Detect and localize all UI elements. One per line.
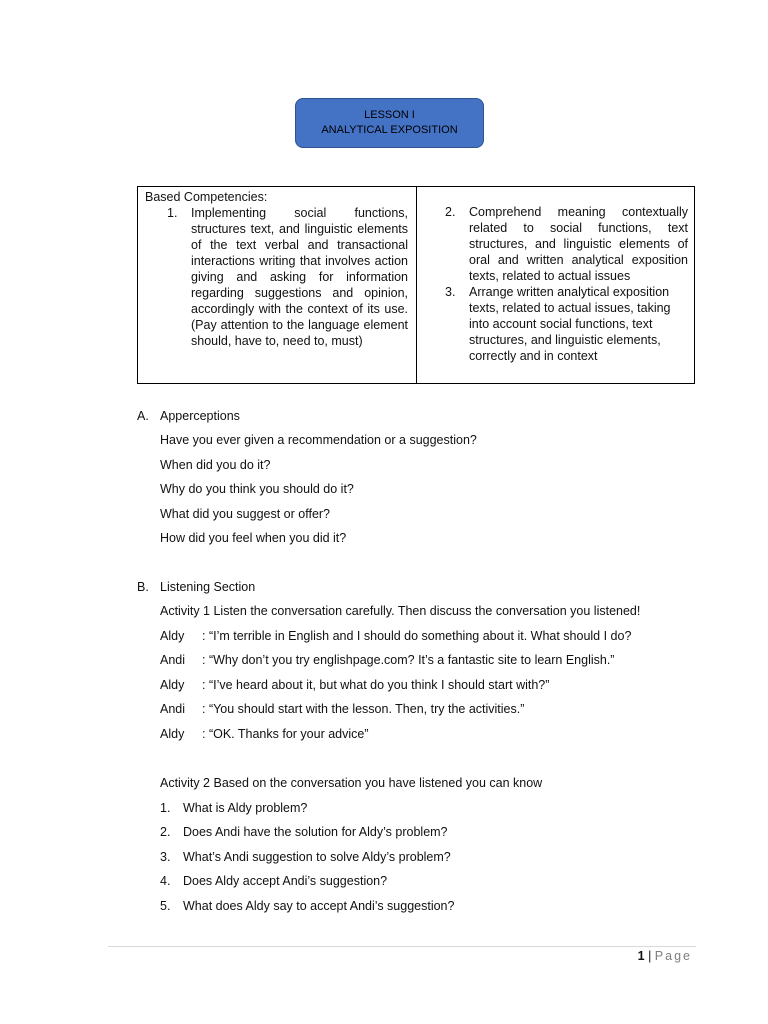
dialog-text: : “I’ve heard about it, but what do you think I should start with?” <box>202 677 550 692</box>
list-item <box>160 820 707 845</box>
section-listening <box>137 575 707 747</box>
page-footer <box>638 947 692 965</box>
lesson-number: LESSON I <box>364 109 415 121</box>
dialog-line <box>160 722 707 747</box>
footer-divider <box>108 946 696 947</box>
apperception-question: How did you feel when you did it? <box>160 531 347 546</box>
list-text: Does Aldy accept Andi’s suggestion? <box>183 874 388 889</box>
competencies-heading: Based Competencies: <box>145 190 268 204</box>
section-letter: A. <box>137 409 149 423</box>
activity-1-instruction: Activity 1 Listen the conversation carefully. Then discuss the conversation you listened! <box>160 604 641 618</box>
list-item <box>160 869 707 894</box>
list-number: 1. <box>160 800 171 815</box>
dialog-text: : “I’m terrible in English and I should do something about it. What should I do? <box>202 628 632 643</box>
competency-item <box>445 204 688 284</box>
competency-number: 3. <box>445 285 456 299</box>
section-letter: B. <box>137 580 149 594</box>
dialog-speaker: Aldy <box>160 726 185 741</box>
dialog-text: : “OK. Thanks for your advice” <box>202 726 369 741</box>
section-heading <box>137 575 707 599</box>
list-text: What’s Andi suggestion to solve Aldy’s problem? <box>183 849 451 864</box>
dialog-speaker: Aldy <box>160 677 185 692</box>
dialog-text: : “Why don’t you try englishpage.com? It’s a fantastic site to learn English.” <box>202 653 615 668</box>
activity-2 <box>137 771 707 919</box>
list-text: What does Aldy say to accept Andi’s suggestion? <box>183 898 455 913</box>
competency-text: Arrange written analytical exposition texts, related to actual issues, taking into account social functions, text structures, and linguistic elements, correctly and in context <box>469 285 671 363</box>
list-item <box>160 845 707 870</box>
list-item <box>160 796 707 821</box>
dialog-speaker: Andi <box>160 702 186 717</box>
competency-item <box>145 205 408 349</box>
list-number: 4. <box>160 874 171 889</box>
competencies-right-cell <box>417 187 694 383</box>
section-title: Listening Section <box>160 580 256 594</box>
section-heading <box>137 404 707 428</box>
lesson-topic: ANALYTICAL EXPOSITION <box>321 124 458 136</box>
competencies-left-cell <box>138 187 417 383</box>
dialog-line <box>160 673 707 698</box>
list-number: 3. <box>160 849 171 864</box>
section-title: Apperceptions <box>160 409 240 423</box>
apperception-question: Why do you think you should do it? <box>160 482 354 497</box>
dialog-speaker: Andi <box>160 653 186 668</box>
list-item <box>160 894 707 919</box>
competency-number: 1. <box>167 206 178 220</box>
footer-separator: | <box>648 949 652 963</box>
dialog-text: : “You should start with the lesson. Then, try the activities.” <box>202 702 525 717</box>
dialog-line <box>160 624 707 649</box>
list-number: 2. <box>160 825 171 840</box>
apperception-question: What did you suggest or offer? <box>160 506 331 521</box>
dialog-speaker: Aldy <box>160 628 185 643</box>
competency-text: Comprehend meaning contextually related to social functions, text structures, and linguistic elements of oral and written analytical exposition texts, related to actual issues <box>469 205 688 283</box>
dialog-line <box>160 697 707 722</box>
list-text: What is Aldy problem? <box>183 800 308 815</box>
page-number: 1 <box>637 949 645 963</box>
lesson-title-box <box>295 98 484 148</box>
activity-2-questions <box>137 796 707 919</box>
section-apperceptions <box>137 404 707 551</box>
activity-2-instruction: Activity 2 Based on the conversation you have listened you can know <box>160 776 543 790</box>
competency-item <box>445 284 688 364</box>
competencies-table <box>137 186 695 384</box>
list-text: Does Andi have the solution for Aldy’s problem? <box>183 825 448 840</box>
page-label: Page <box>654 949 692 963</box>
apperception-question: Have you ever given a recommendation or a suggestion? <box>160 433 477 447</box>
competency-text: Implementing social functions, structures text, and linguistic elements of the text verbal and transactional interactions writing that involves action giving and asking for information regarding suggestions and opinion, accordingly with the context of its use. (Pay attention to the language element should, have to, need to, must) <box>191 206 408 348</box>
competency-number: 2. <box>445 205 456 219</box>
list-number: 5. <box>160 898 171 913</box>
apperception-question: When did you do it? <box>160 457 271 472</box>
dialog-line <box>160 648 707 673</box>
